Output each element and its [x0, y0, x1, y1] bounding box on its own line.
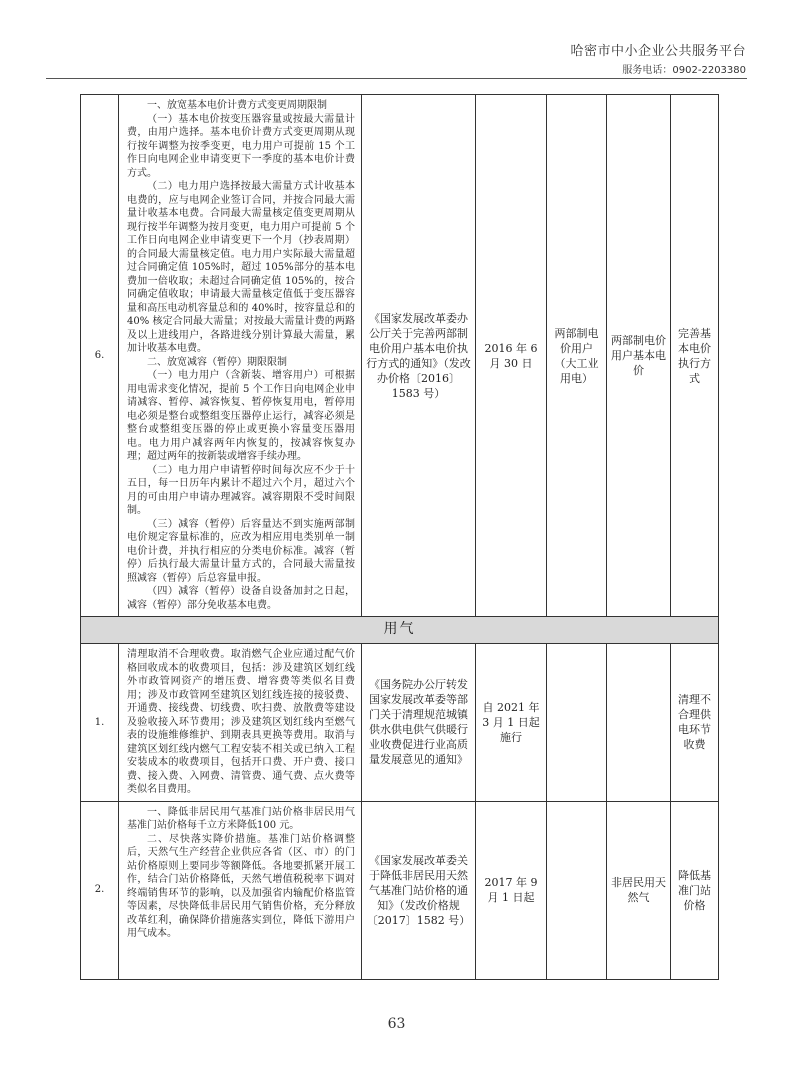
paragraph: 清理取消不合理收费。取消燃气企业应通过配气价格回收成本的收费项目，包括：涉及建筑区划红线外市政管网资产的增压费、增容费等类似名目费用；涉及市政管网至建筑区划红线连接的接驳费、开通费、接线费、切线费、吹扫费、放散费等建设及验收接入环节费用；涉及建筑区划红线内至燃气表的设施维修维护、到期表具更换等费用。取消与建筑区划红线内燃气工程安装不相关或已纳入工程安装成本的收费项目，包括开口费、开户费、接口费、接入费、入网费、清管费、通气费、点火费等类似名目费用。 [127, 649, 355, 795]
effective-date: 2016 年 6 月 30 日 [476, 95, 547, 617]
policy-content [119, 801, 362, 979]
page-number: 63 [387, 1016, 406, 1032]
row-number: 2. [81, 801, 119, 979]
section-title: 用气 [81, 617, 719, 644]
row-number: 1. [81, 644, 119, 802]
policy-content [119, 644, 362, 802]
policy-document: 《国务院办公厅转发国家发展改革委等部门关于清理规范城镇供水供电供气供暖行业收费促进行业高质量发展意见的通知》 [362, 644, 476, 802]
scope [607, 644, 671, 802]
paragraph: 二、放宽减容（暂停）期限限制 [147, 356, 287, 368]
table-row [81, 801, 719, 979]
measure: 清理不合理供电环节收费 [671, 644, 719, 802]
target-users [547, 644, 607, 802]
policy-table [80, 94, 719, 980]
measure: 降低基准门站价格 [671, 801, 719, 979]
effective-date: 2017 年 9 月 1 日起 [476, 801, 547, 979]
service-phone: 服务电话：0902-2203380 [622, 65, 746, 76]
measure: 完善基本电价执行方式 [671, 95, 719, 617]
platform-name: 哈密市中小企业公共服务平台 [570, 44, 746, 59]
section-header-row [81, 617, 719, 644]
row-number: 6. [81, 95, 119, 617]
policy-document: 《国家发展改革委办公厅关于完善两部制电价用户基本电价执行方式的通知》（发改办价格〔2016〕1583 号） [362, 95, 476, 617]
paragraph: （二）电力用户选择按最大需量方式计收基本电费的，应与电网企业签订合同，并按合同最大需量计收基本电费。合同最大需量核定值变更周期从现行按半年调整为按月变更，电力用户可提前 5 个工作日向电网企业申请变更下一个月（抄表周期）的合同最大需量核定值。电力用户实际最大需量超过合同确定值 105%时，超过 105%部分的基本电费加一倍收取；未超过合同确定值 105%的，按合同确定值收取；申请最大需量核定值低于变压器容量和高压电动机容量总和的 40%时，按容量总和的 40% 核定合同最大需量；对按最大需量计费的两路及以上进线用户，各路进线分别计算最大需量，累加计收基本电费。 [127, 181, 355, 354]
paragraph: （二）电力用户申请暂停时间每次应不少于十五日，每一日历年内累计不超过六个月，超过六个月的可由用户申请办理减容。减容期限不受时间限制。 [127, 464, 355, 516]
paragraph: 二、尽快落实降价措施。基准门站价格调整后，天然气生产经营企业供应各省（区、市）的门站价格原则上要同步等额降低。各地要抓紧开展工作，结合门站价格降低，天然气增值税税率下调对终端销售环节的影响，以及加强省内输配价格监管等因素，尽快降低非居民用气销售价格，充分释放改革红利，确保降价措施落实到位，降低下游用户用气成本。 [127, 833, 355, 939]
table-row [81, 644, 719, 802]
paragraph: （一）电力用户（含新装、增容用户）可根据用电需求变化情况，提前 5 个工作日向电网企业申请减容、暂停、减容恢复、暂停恢复用电，暂停用电必须是整台或整组变压器停止运行，减容必须是整台或整组变压器的停止或更换小容量变压器用电。电力用户减容两年内恢复的，按减容恢复办理；超过两年的按新装或增容手续办理。 [127, 370, 355, 462]
paragraph: （一）基本电价按变压器容量或按最大需量计费，由用户选择。基本电价计费方式变更周期从现行按年调整为按季变更，电力用户可提前 15 个工作日向电网企业申请变更下一季度的基本电价计费方式。 [127, 113, 355, 179]
effective-date: 自 2021 年 3 月 1 日起施行 [476, 644, 547, 802]
table-row [81, 95, 719, 617]
policy-content [119, 95, 362, 617]
target-users: 两部制电价用户（大工业用电） [547, 95, 607, 617]
scope: 非居民用天然气 [607, 801, 671, 979]
header-divider [46, 78, 747, 79]
paragraph: 一、降低非居民用气基准门站价格非居民用气基准门站价格每千立方米降低100 元。 [127, 806, 355, 831]
target-users [547, 801, 607, 979]
scope: 两部制电价用户基本电价 [607, 95, 671, 617]
paragraph: （四）减容（暂停）设备自设备加封之日起，减容（暂停）部分免收基本电费。 [127, 586, 355, 611]
paragraph: 一、放宽基本电价计费方式变更周期限制 [147, 100, 327, 111]
paragraph: （三）减容（暂停）后容量达不到实施两部制电价规定容量标准的，应改为相应用电类别单一制电价计费，并执行相应的分类电价标准。减容（暂停）后执行最大需量计量方式的，合同最大需量按照减容（暂停）后总容量申报。 [127, 518, 355, 584]
policy-document: 《国家发展改革委关于降低非居民用天然气基准门站价格的通知》（发改价格规〔2017〕1582 号） [362, 801, 476, 979]
page-header [570, 40, 746, 76]
